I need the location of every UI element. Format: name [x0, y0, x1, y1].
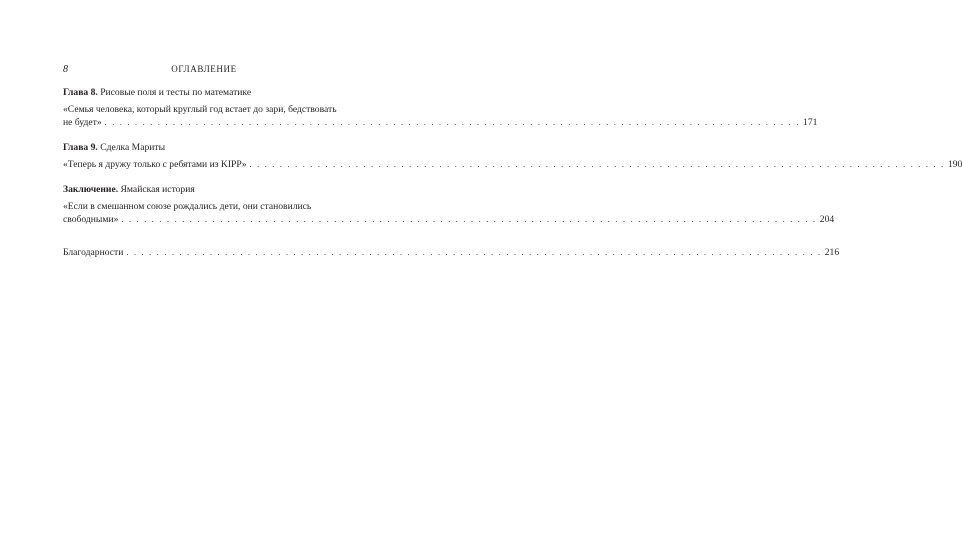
- toc-chapter-8: [63, 86, 818, 129]
- toc-acknowledgements: [63, 246, 840, 259]
- toc-entry[interactable]: [63, 158, 962, 171]
- entry-page-number: 171: [803, 117, 818, 128]
- entry-page-number: 204: [819, 214, 835, 225]
- chapter-title: Ямайская история: [120, 184, 195, 195]
- toc-entry[interactable]: [63, 103, 818, 129]
- chapter-heading: [63, 86, 345, 99]
- toc-conclusion: [63, 183, 835, 226]
- chapter-label: Глава 9.: [63, 142, 98, 153]
- chapter-heading: [63, 141, 345, 154]
- chapter-label: Заключение.: [63, 184, 119, 195]
- table-of-contents: [63, 86, 962, 259]
- entry-page-number: 190: [947, 159, 962, 170]
- section-title: ОГЛАВЛЕНИЕ: [171, 64, 237, 74]
- entry-text-line: «Семья человека, который круглый год встает до зари, бедствовать: [63, 104, 337, 115]
- entry-text-line: не будет»: [63, 117, 102, 128]
- entry-text-line: «Если в смешанном союзе рождались дети, они становились: [63, 201, 312, 212]
- dot-leader: . . . . . . . . . . . . . . . . . . . . . . . . . . . . . . . . . . . . . . . . . . . . . . . . . . . . . . . . . . . . . . . . . . . . . . . . . . . . . . . . . . . . . . . . . . . .: [121, 215, 817, 224]
- chapter-label: Глава 8.: [63, 87, 98, 98]
- toc-entry[interactable]: [63, 246, 840, 259]
- toc-chapter-9: [63, 141, 962, 171]
- chapter-title: Сделка Мариты: [100, 142, 166, 153]
- dot-leader: . . . . . . . . . . . . . . . . . . . . . . . . . . . . . . . . . . . . . . . . . . . . . . . . . . . . . . . . . . . . . . . . . . . . . . . . . . . . . . . . . . . . . . . . . . . .: [104, 118, 801, 127]
- entry-page-number: 216: [824, 247, 840, 258]
- running-head: [63, 64, 345, 78]
- entry-text-line: свободными»: [63, 214, 119, 225]
- dot-leader: . . . . . . . . . . . . . . . . . . . . . . . . . . . . . . . . . . . . . . . . . . . . . . . . . . . . . . . . . . . . . . . . . . . . . . . . . . . . . . . . . . . . . . . . . . . .: [249, 160, 945, 169]
- chapter-title: Рисовые поля и тесты по математике: [100, 87, 252, 98]
- chapter-heading: [63, 183, 345, 196]
- page-number: 8: [63, 64, 68, 75]
- dot-leader: . . . . . . . . . . . . . . . . . . . . . . . . . . . . . . . . . . . . . . . . . . . . . . . . . . . . . . . . . . . . . . . . . . . . . . . . . . . . . . . . . . . . . . . . . . . .: [126, 248, 822, 257]
- toc-entry[interactable]: [63, 200, 835, 226]
- entry-text-line: Благодарности: [63, 247, 124, 258]
- entry-text-line: «Теперь я дружу только с ребятами из KIPP»: [63, 159, 247, 170]
